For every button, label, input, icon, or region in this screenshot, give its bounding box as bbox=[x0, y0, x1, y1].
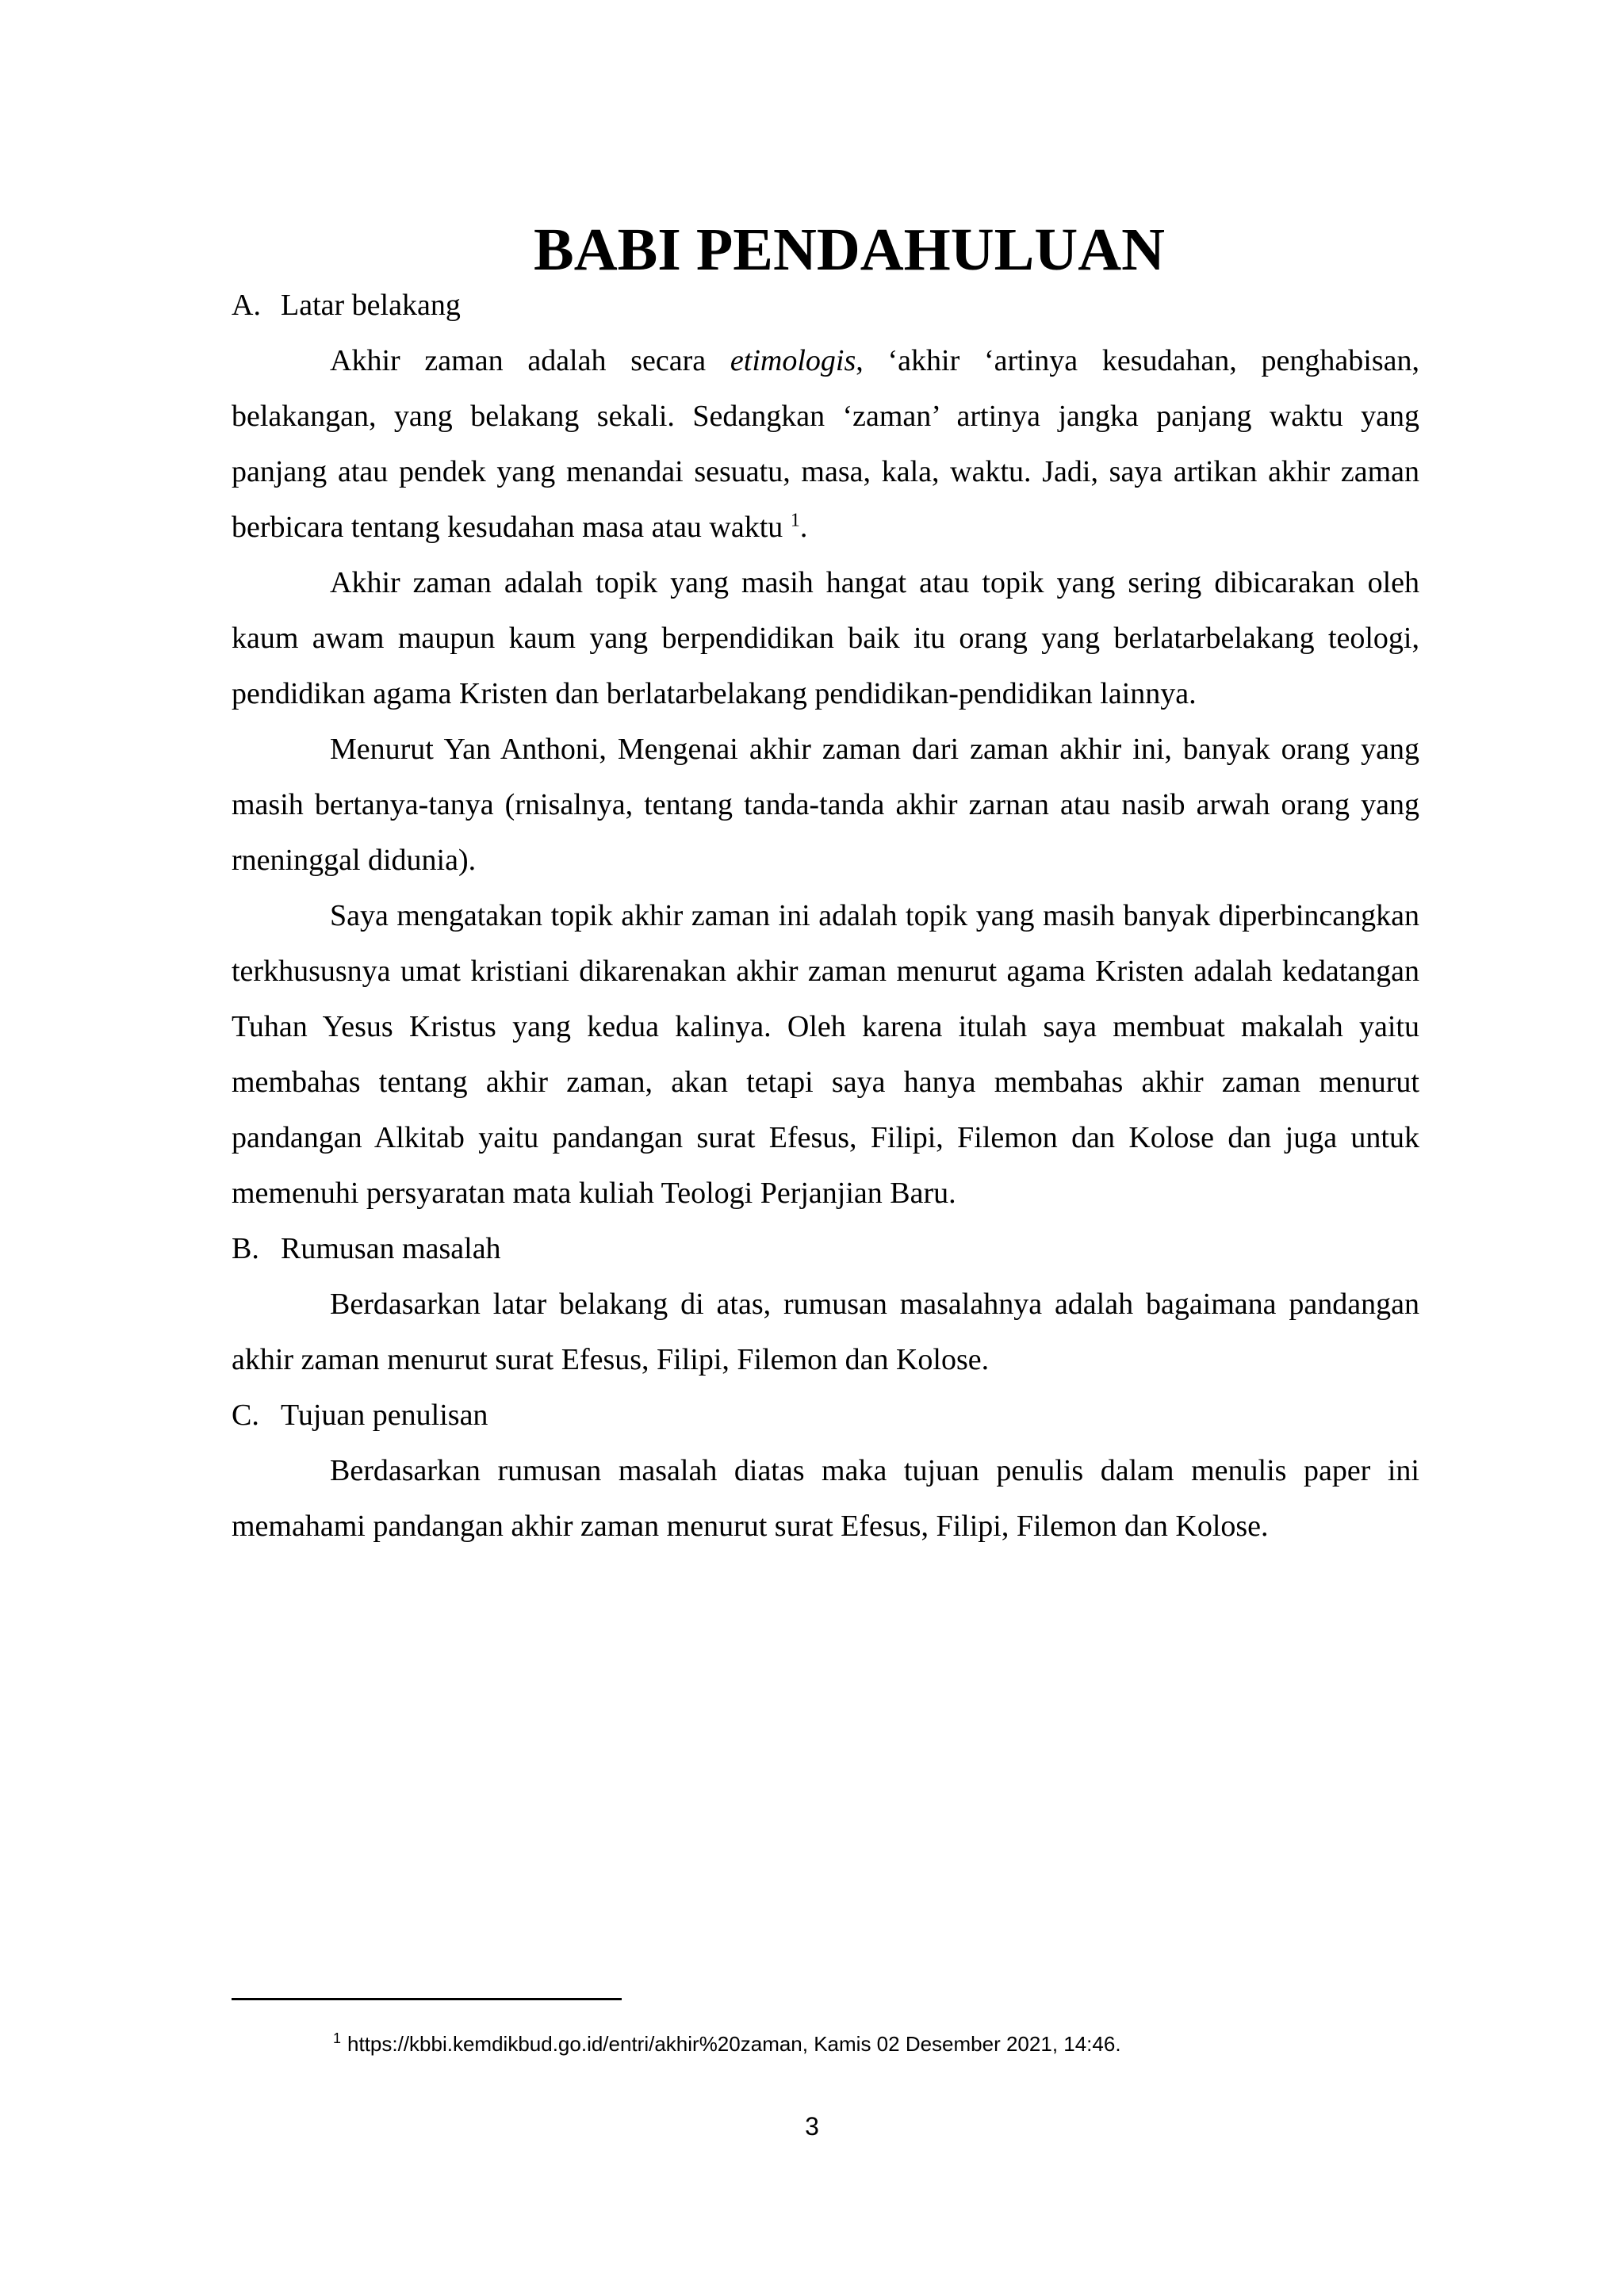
body-text bbox=[232, 216, 1419, 1554]
italic-term: etimologis bbox=[730, 344, 856, 377]
section-letter: C. bbox=[232, 1399, 259, 1432]
paragraph-text: . bbox=[799, 511, 808, 544]
section-heading-c bbox=[232, 1387, 1419, 1443]
paragraph-c1: Berdasarkan rumusan masalah diatas maka tujuan penulis dalam menulis paper ini memahami pandangan akhir zaman menurut surat Efesus, Filipi, Filemon dan Kolose. bbox=[232, 1454, 1419, 1543]
chapter-title: BABI PENDAHULUAN bbox=[534, 216, 1165, 283]
paragraph-a1 bbox=[232, 333, 1419, 555]
section-title: Latar belakang bbox=[281, 289, 461, 322]
paragraph-a3: Menurut Yan Anthoni, Mengenai akhir zaman dari zaman akhir ini, banyak orang yang masih bertanya-tanya (rnisalnya, tentang tanda-tanda akhir zarnan atau nasib arwah orang yang rneninggal didunia). bbox=[232, 733, 1419, 877]
paragraph-text: Akhir zaman adalah secara bbox=[330, 344, 730, 377]
section-title: Tujuan penulisan bbox=[281, 1399, 488, 1432]
paragraph-text: , ‘akhir ‘artinya kesudahan, penghabisan, belakangan, yang belakang sekali. Sedangkan ‘zaman’ artinya jangka panjang waktu yang panjang atau pendek yang menandai sesuatu, masa, kala, waktu. Jadi, saya artikan akhir zaman berbicara tentang kesudahan masa atau waktu bbox=[232, 344, 1419, 544]
paragraph-b1: Berdasarkan latar belakang di atas, rumusan masalahnya adalah bagaimana pandangan akhir zaman menurut surat Efesus, Filipi, Filemon dan Kolose. bbox=[232, 1288, 1419, 1376]
footnote-number: 1 bbox=[333, 2030, 342, 2047]
section-title: Rumusan masalah bbox=[281, 1232, 501, 1265]
page-number: 3 bbox=[805, 2112, 819, 2141]
paragraph-a2: Akhir zaman adalah topik yang masih hangat atau topik yang sering dibicarakan oleh kaum awam maupun kaum yang berpendidikan baik itu orang yang berlatarbelakang teologi, pendidikan agama Kristen dan berlatarbelakang pendidikan-pendidikan lainnya. bbox=[232, 566, 1419, 710]
paragraph-a4: Saya mengatakan topik akhir zaman ini adalah topik yang masih banyak diperbincangkan terkhususnya umat kristiani dikarenakan akhir zaman menurut agama Kristen adalah kedatangan Tuhan Yesus Kristus yang kedua kalinya. Oleh karena itulah saya membuat makalah yaitu membahas tentang akhir zaman, akan tetapi saya hanya membahas akhir zaman menurut pandangan Alkitab yaitu pandangan surat Efesus, Filipi, Filemon dan Kolose dan juga untuk memenuhi persyaratan mata kuliah Teologi Perjanjian Baru. bbox=[232, 899, 1419, 1210]
section-letter: A. bbox=[232, 289, 261, 322]
section-heading-b bbox=[232, 1221, 1419, 1276]
footnote-text: https://kbbi.kemdikbud.go.id/entri/akhir%20zaman, Kamis 02 Desember 2021, 14:46. bbox=[347, 2032, 1121, 2056]
footnote bbox=[333, 2028, 1121, 2060]
footnote-reference: 1 bbox=[790, 510, 800, 531]
footnote-separator bbox=[232, 1998, 622, 2000]
section-heading-a bbox=[232, 277, 1419, 333]
section-letter: B. bbox=[232, 1232, 259, 1265]
